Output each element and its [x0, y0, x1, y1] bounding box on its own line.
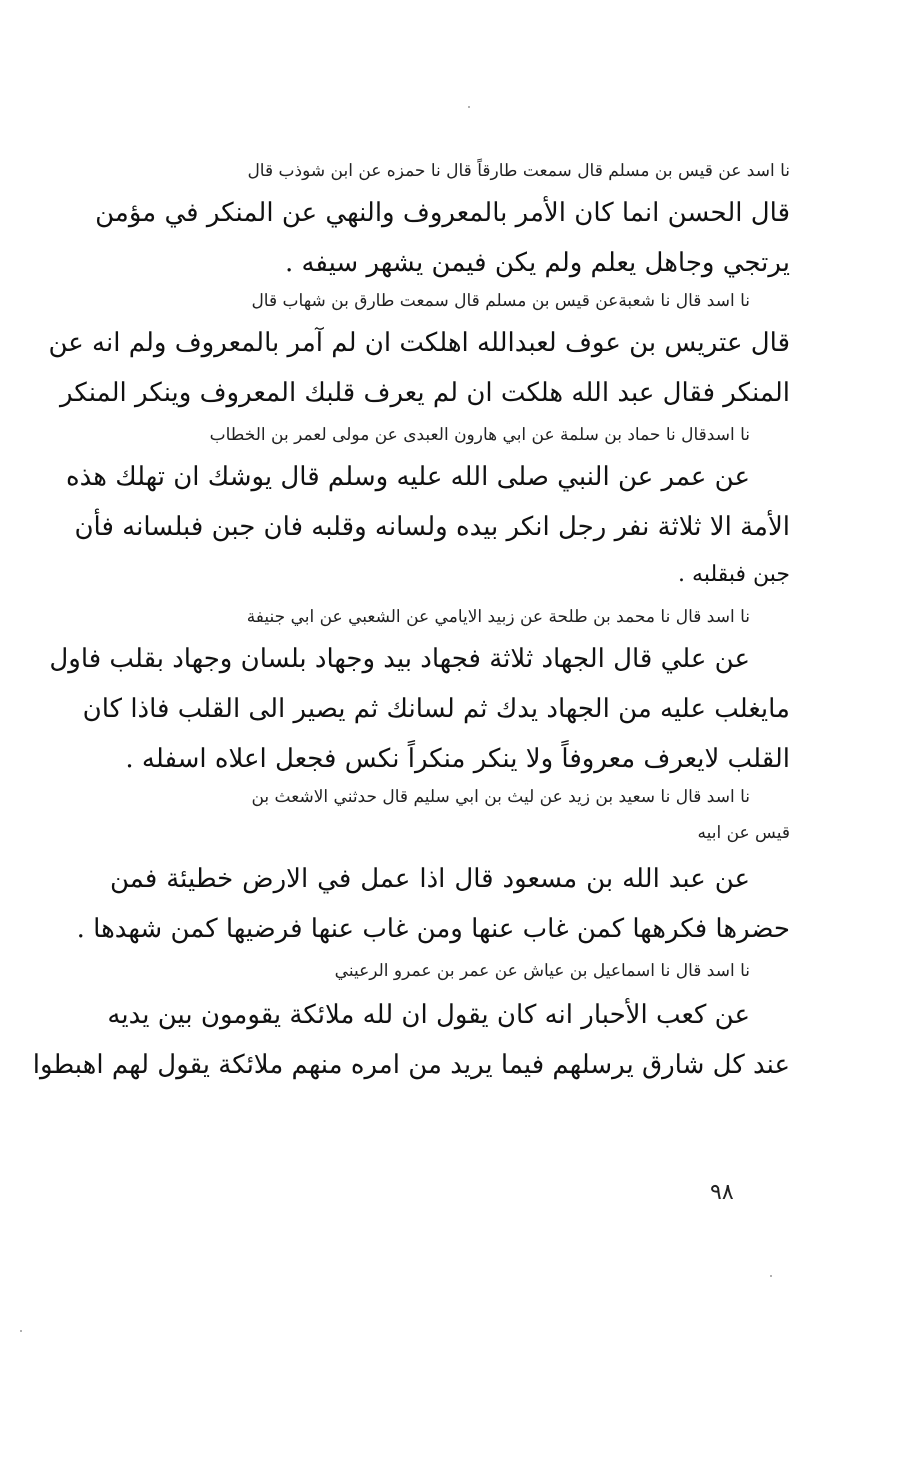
matn-line: عن عبد الله بن مسعود قال اذا عمل في الارض خطيئة فمن	[110, 864, 750, 894]
matn-line: عن كعب الأحبار انه كان يقول ان لله ملائكة يقومون بين يديه	[107, 1000, 750, 1030]
isnad-line: نا اسدقال نا حماد بن سلمة عن ابي هارون العبدى عن مولى لعمر بن الخطاب	[209, 425, 750, 445]
matn-line: قال الحسن انما كان الأمر بالمعروف والنهي عن المنكر في مؤمن	[95, 198, 790, 228]
isnad-line: نا اسد عن قيس بن مسلم قال سمعت طارقاً قال نا حمزه عن ابن شوذب قال	[247, 161, 790, 181]
matn-line: الأمة الا ثلاثة نفر رجل انكر بيده ولسانه وقلبه فان جبن فبلسانه فأن	[74, 512, 790, 542]
matn-line: المنكر فقال عبد الله هلكت ان لم يعرف قلبك المعروف وينكر المنكر	[60, 378, 790, 408]
matn-line: جبن فبقلبه .	[678, 562, 790, 587]
scan-speck	[770, 1275, 772, 1277]
page-number: ٩٨	[710, 1180, 734, 1205]
isnad-line: نا اسد قال نا محمد بن طلحة عن زبيد الايامي عن الشعبي عن ابي جنيفة	[246, 607, 750, 627]
matn-line: عند كل شارق يرسلهم فيما يريد من امره منهم ملائكة يقول لهم اهبطوا	[32, 1050, 790, 1080]
matn-line: حضرها فكرهها كمن غاب عنها ومن غاب عنها فرضيها كمن شهدها .	[76, 914, 790, 944]
matn-line: عن علي قال الجهاد ثلاثة فجهاد بيد وجهاد بلسان وجهاد بقلب فاول	[49, 644, 750, 674]
matn-line: القلب لايعرف معروفاً ولا ينكر منكراً نكس فجعل اعلاه اسفله .	[125, 744, 790, 774]
isnad-line: نا اسد قال نا شعبةعن قيس بن مسلم قال سمعت طارق بن شهاب قال	[251, 291, 750, 311]
isnad-line: نا اسد قال نا اسماعيل بن عياش عن عمر بن عمرو الرعيني	[334, 961, 750, 981]
matn-line: قال عتريس بن عوف لعبدالله اهلكت ان لم آمر بالمعروف ولم انه عن	[48, 328, 790, 358]
scan-speck	[20, 1330, 22, 1332]
isnad-line: قيس عن ابيه	[697, 823, 790, 843]
isnad-line: نا اسد قال نا سعيد بن زيد عن ليث بن ابي سليم قال حدثني الاشعث بن	[251, 787, 750, 807]
matn-line: يرتجي وجاهل يعلم ولم يكن فيمن يشهر سيفه .	[284, 248, 790, 278]
matn-line: عن عمر عن النبي صلى الله عليه وسلم قال يوشك ان تهلك هذه	[65, 462, 750, 492]
page-text	[32, 150, 790, 1086]
scan-speck	[468, 106, 470, 108]
matn-line: مايغلب عليه من الجهاد يدك ثم لسانك ثم يصير الى القلب فاذا كان	[82, 694, 790, 724]
